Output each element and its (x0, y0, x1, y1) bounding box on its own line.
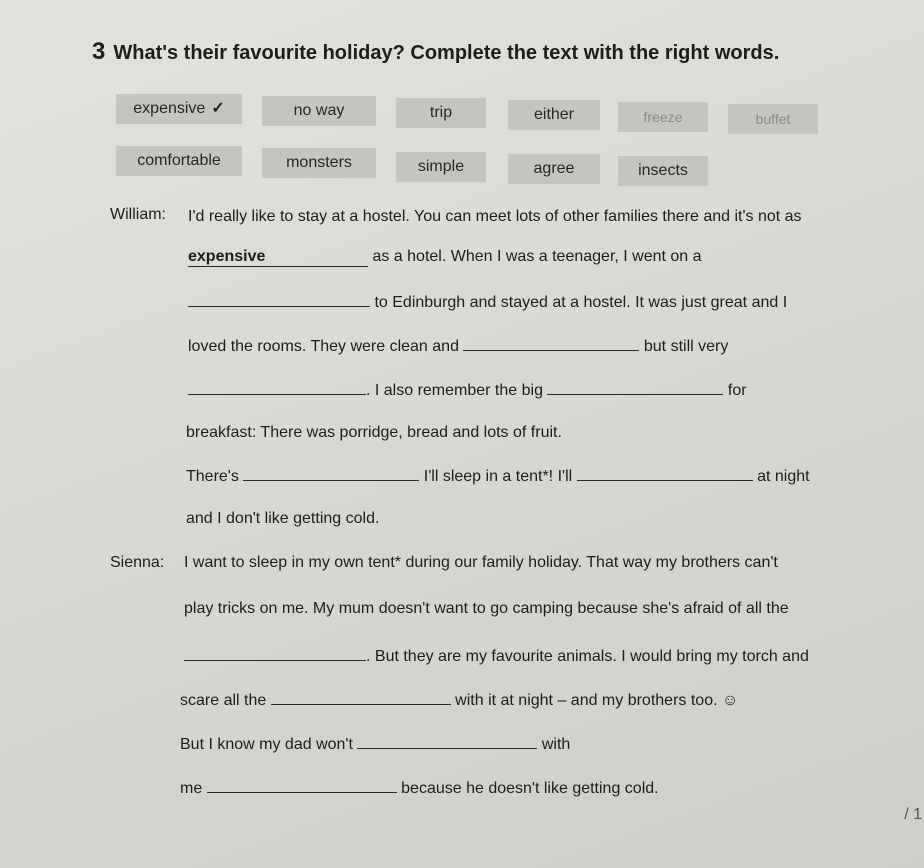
william-line-3 (188, 292, 787, 312)
sienna-line-4 (180, 690, 738, 710)
speaker-william: William: (110, 206, 166, 223)
line-text: There's (186, 468, 239, 485)
word-box-label: agree (533, 160, 575, 177)
line-text: But I know my dad won't (180, 736, 353, 753)
answer-blank[interactable] (271, 690, 451, 705)
line-text: at night (757, 468, 810, 485)
answer-blank[interactable] (577, 466, 753, 481)
word-box-trip (396, 98, 486, 128)
word-box-label: either (533, 106, 575, 123)
word-box-label: simple (417, 158, 465, 175)
line-text: . But they are my favourite animals. I would bring my torch and (366, 648, 809, 665)
exercise-instruction: What's their favourite holiday? Complete the text with the right words. (113, 42, 780, 64)
answer-blank[interactable] (243, 466, 419, 481)
word-box-expensive (116, 94, 242, 124)
word-box-label: expensive (133, 100, 206, 117)
word-box-simple (396, 152, 486, 182)
answer-blank[interactable] (207, 778, 397, 793)
sienna-line-2: play tricks on me. My mum doesn't want to go camping because she's afraid of all the (184, 600, 789, 617)
william-line-1: I'd really like to stay at a hostel. You can meet lots of other families there and it's not as (188, 208, 802, 225)
william-line-4 (188, 336, 728, 356)
line-text: me (180, 780, 203, 797)
line-text: to Edinburgh and stayed at a hostel. It was just great and I (374, 294, 788, 311)
word-box-insects (618, 156, 708, 186)
sienna-line-1: I want to sleep in my own tent* during our family holiday. That way my brothers can't (184, 554, 778, 571)
word-box-either (508, 100, 600, 130)
word-box-label: trip (429, 104, 453, 121)
sienna-line-5 (180, 734, 570, 754)
word-box-comfortable (116, 146, 242, 176)
word-box-label: monsters (286, 154, 352, 171)
line-text: as a hotel. When I was a teenager, I went on a (372, 248, 702, 265)
word-box-agree (508, 154, 600, 184)
william-line-5 (188, 380, 747, 400)
answer-blank[interactable] (357, 734, 537, 749)
word-box-label: freeze (643, 109, 683, 125)
tick-icon: ✓ (211, 100, 225, 117)
line-text: with it at night – and my brothers too. ☺ (455, 692, 739, 709)
sienna-line-6 (180, 778, 659, 798)
line-text: because he doesn't like getting cold. (401, 780, 659, 797)
answer-blank[interactable] (184, 646, 366, 661)
answer-blank[interactable] (188, 380, 366, 395)
word-box-label: insects (638, 162, 688, 179)
answer-blank[interactable] (547, 380, 723, 395)
word-box-freeze (618, 102, 708, 132)
william-line-7 (186, 466, 810, 486)
line-text: I'll sleep in a tent*! I'll (423, 468, 573, 485)
word-box-no-way (262, 96, 376, 126)
word-box-label: buffet (755, 111, 791, 127)
exercise-heading (92, 38, 779, 66)
sienna-line-3 (184, 646, 809, 666)
william-line-6: breakfast: There was porridge, bread and lots of fruit. (186, 424, 562, 441)
answer-filled: expensive (188, 248, 368, 267)
word-box-buffet (728, 104, 818, 134)
line-text: scare all the (180, 692, 267, 709)
line-text: . I also remember the big (366, 382, 543, 399)
speaker-sienna: Sienna: (110, 554, 165, 571)
word-box-monsters (262, 148, 376, 178)
word-box-label: no way (293, 102, 345, 119)
score-label: / 1 (904, 806, 922, 823)
line-text: with (541, 736, 571, 753)
william-line-2 (188, 248, 702, 267)
answer-blank[interactable] (463, 336, 639, 351)
answer-blank[interactable] (188, 292, 370, 307)
line-text: for (727, 382, 747, 399)
word-box-label: comfortable (137, 152, 221, 169)
william-line-8: and I don't like getting cold. (186, 510, 380, 527)
exercise-number: 3 (92, 38, 106, 65)
line-text: but still very (643, 338, 729, 355)
line-text: loved the rooms. They were clean and (188, 338, 459, 355)
